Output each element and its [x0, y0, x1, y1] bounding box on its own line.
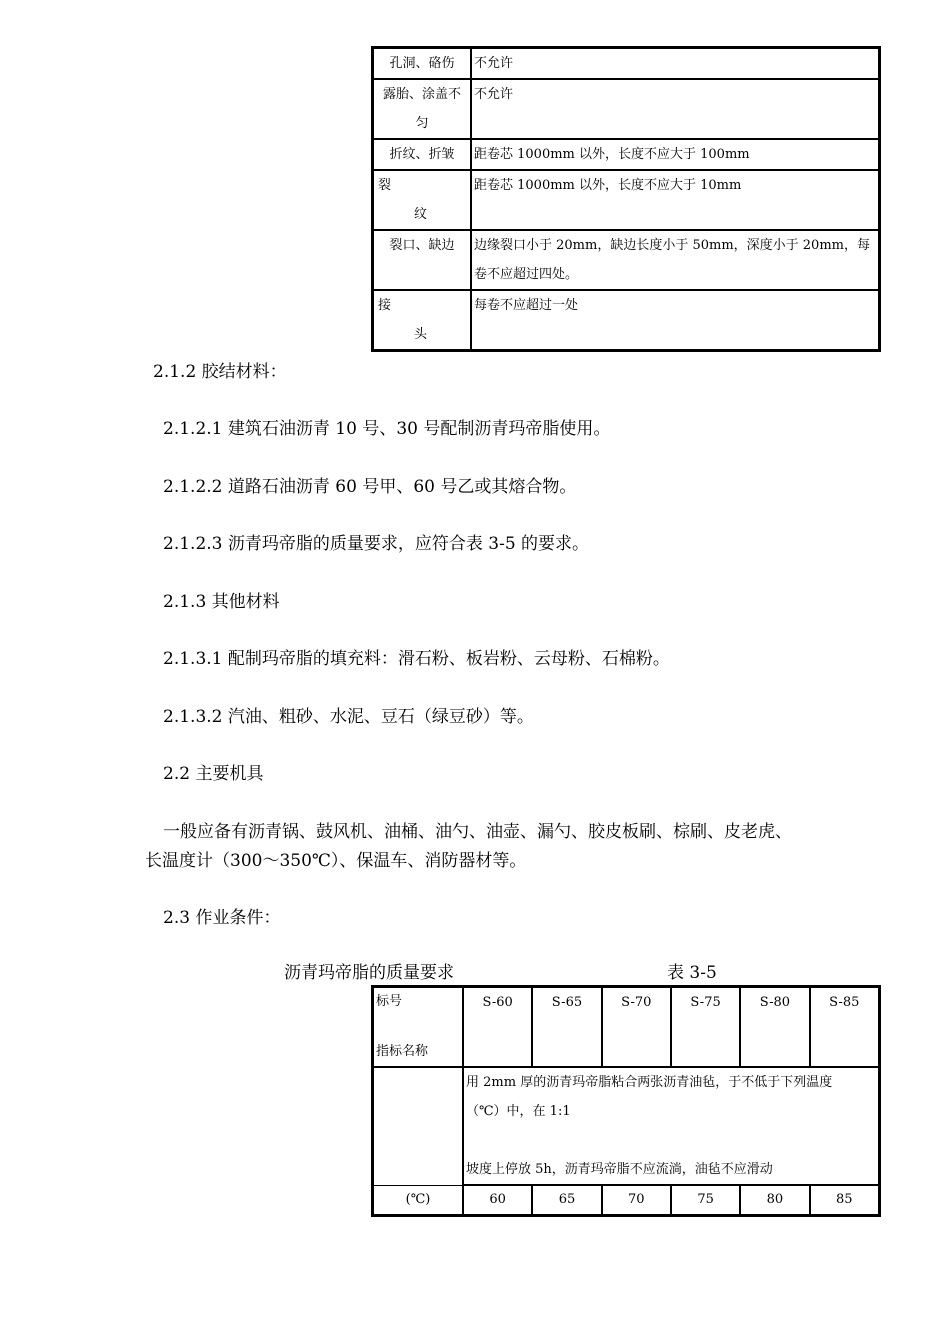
- defect-requirement: [471, 230, 879, 290]
- standard-header: S-70: [602, 987, 671, 1067]
- quality-table: [371, 985, 881, 1217]
- standard-header: S-85: [810, 987, 879, 1067]
- temperature-value: 60: [463, 1185, 532, 1215]
- header-bottom-label: 指标名称: [376, 1044, 429, 1059]
- paragraph: 2.1.2.1 建筑石油沥青 10 号、30 号配制沥青玛帝脂使用。: [163, 419, 611, 439]
- table-row: [373, 1067, 879, 1185]
- defect-name: 裂口、缺边: [373, 230, 471, 290]
- table-header-row: [373, 987, 879, 1067]
- indicator-description: [463, 1067, 879, 1185]
- defect-name-line: 露胎、涂盖不: [382, 87, 461, 102]
- defect-name: [373, 79, 471, 139]
- standard-header: S-75: [671, 987, 740, 1067]
- description-spacer: [466, 1126, 878, 1155]
- temperature-value: 85: [810, 1185, 879, 1215]
- section-heading: 2.3 作业条件：: [163, 908, 281, 928]
- table-row: [373, 170, 879, 230]
- defect-requirement-line: 卷不应超过四处。: [474, 267, 579, 282]
- section-heading: 2.1.3 其他材料: [163, 592, 280, 612]
- description-line: 用 2mm 厚的沥青玛帝脂粘合两张沥青油毡，于不低于下列温度: [466, 1075, 833, 1090]
- table-caption-number: 表 3-5: [667, 963, 717, 983]
- table-row: [373, 139, 879, 170]
- table-row: [373, 48, 879, 79]
- header-corner: [373, 987, 463, 1067]
- table-caption-title: 沥青玛帝脂的质量要求: [284, 963, 454, 983]
- temperature-value: 70: [602, 1185, 671, 1215]
- defect-name: [373, 290, 471, 350]
- standard-header: S-60: [463, 987, 532, 1067]
- defect-requirement: 距卷芯 1000mm 以外，长度不应大于 100mm: [471, 139, 879, 170]
- table-row: [373, 1185, 879, 1215]
- paragraph: 2.1.3.1 配制玛帝脂的填充料：滑石粉、板岩粉、云母粉、石棉粉。: [163, 649, 670, 669]
- standard-header: S-65: [532, 987, 601, 1067]
- defect-name-line: 头: [414, 327, 428, 342]
- defect-requirement: 不允许: [471, 48, 879, 79]
- standard-header: S-80: [740, 987, 809, 1067]
- defect-requirement: 不允许: [471, 79, 879, 139]
- unit-label: (℃): [373, 1185, 463, 1215]
- section-heading: 2.2 主要机具: [163, 764, 264, 784]
- description-line: （℃）中，在 1:1: [466, 1104, 571, 1119]
- temperature-value: 65: [532, 1185, 601, 1215]
- paragraph: 一般应备有沥青锅、鼓风机、油桶、油勺、油壶、漏勺、胶皮板刷、棕刷、皮老虎、: [163, 822, 792, 842]
- defect-name-line: 裂: [378, 178, 392, 193]
- defect-requirement-line: 边缘裂口小于 20mm，缺边长度小于 50mm，深度小于 20mm，每: [474, 238, 870, 253]
- paragraph: 长温度计（300～350℃）、保温车、消防器材等。: [145, 851, 527, 871]
- defect-name-line: 匀: [415, 116, 429, 131]
- defect-name-line: 纹: [414, 207, 428, 222]
- table-row: [373, 79, 879, 139]
- indicator-name-cell: [373, 1067, 463, 1185]
- table-row: [373, 230, 879, 290]
- defect-name: 折纹、折皱: [373, 139, 471, 170]
- defect-name: [373, 170, 471, 230]
- temperature-value: 75: [671, 1185, 740, 1215]
- defect-requirement: 每卷不应超过一处: [471, 290, 879, 350]
- temperature-value: 80: [740, 1185, 809, 1215]
- paragraph: 2.1.3.2 汽油、粗砂、水泥、豆石（绿豆砂）等。: [163, 707, 534, 727]
- table-row: [373, 290, 879, 350]
- paragraph: 2.1.2.3 沥青玛帝脂的质量要求，应符合表 3-5 的要求。: [163, 534, 590, 554]
- description-line: 坡度上停放 5h，沥青玛帝脂不应流淌，油毡不应滑动: [466, 1162, 773, 1177]
- header-top-label: 标号: [376, 994, 403, 1009]
- section-heading: 2.1.2 胶结材料：: [153, 362, 287, 382]
- defect-name-line: 接: [378, 298, 392, 313]
- defect-name: 孔洞、硌伤: [373, 48, 471, 79]
- paragraph: 2.1.2.2 道路石油沥青 60 号甲、60 号乙或其熔合物。: [163, 477, 577, 497]
- defect-requirement: 距卷芯 1000mm 以外，长度不应大于 10mm: [471, 170, 879, 230]
- defect-table: [371, 46, 881, 352]
